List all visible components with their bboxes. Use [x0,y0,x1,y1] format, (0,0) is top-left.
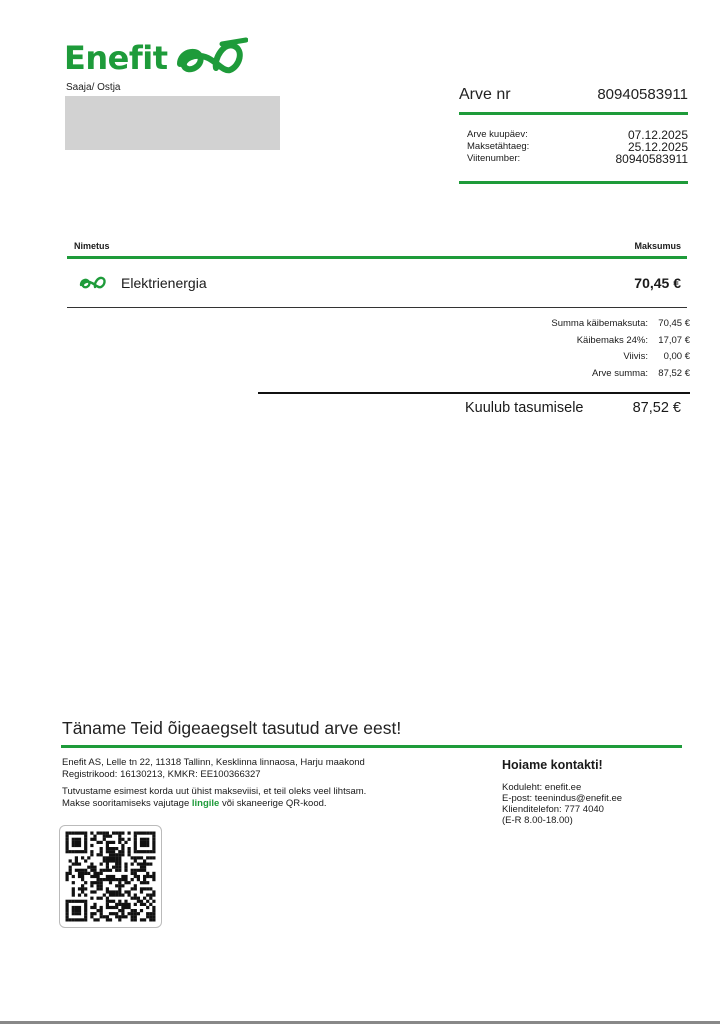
total-label: Arve summa: [592,367,648,379]
divider [258,392,690,394]
total-row [460,316,690,333]
company-address: Enefit AS, Lelle tn 22, 11318 Tallinn, Kesklinna linnaosa, Harju maakond [62,757,365,768]
detail-label: Arve kuupäev: [467,129,528,140]
total-label: Summa käibemaksuta: [551,318,648,329]
table-header [67,236,687,256]
detail-label: Maksetähtaeg: [467,141,530,152]
total-value: 87,52 € [658,367,690,379]
contact-lines [502,782,682,826]
divider [459,181,688,184]
recipient-label: Saaja/ Ostja [66,82,121,93]
contact-hours: (E-R 8.00-18.00) [502,815,573,826]
total-label: Viivis: [623,351,648,362]
detail-value: 80940583911 [615,152,688,166]
recipient-redacted-box [65,96,280,150]
payment-link[interactable]: lingile [191,798,220,809]
total-label: Käibemaks 24%: [576,334,648,346]
table-row [67,259,687,308]
invoice-header [459,86,688,184]
payment-intro: Tutvustame esimest korda uut ühist makseviisi, et teil oleks veel lihtsam. [62,786,367,797]
detail-value: 25.12.2025 [627,140,688,154]
payment-prefix: Makse sooritamiseks vajutage [62,798,192,809]
detail-value: 07.12.2025 [627,128,688,142]
divider [61,745,682,748]
item-name: Elektrienergia [121,275,207,291]
qr-code-icon [60,826,161,927]
amount-due-label: Kuulub tasumisele [465,400,584,416]
invoice-details [459,115,688,165]
contact-email: E-post: teenindus@enefit.ee [502,793,623,804]
payment-instructions [62,798,442,810]
payment-suffix: või skaneerige QR-kood. [219,798,327,809]
thank-you-message: Täname Teid õigeaegselt tasutud arve eest! [62,718,402,738]
contact-website: Koduleht: enefit.ee [502,782,582,793]
amount-due-value: 87,52 € [632,400,681,416]
contact-phone: Klienditelefon: 777 4040 [502,804,604,815]
invoice-title-row [459,86,688,112]
item-name-cell [79,275,207,291]
total-value: 70,45 € [658,318,690,329]
total-row [460,333,690,350]
total-value: 0,00 € [663,351,690,362]
enefit-logo [64,36,248,80]
detail-label: Viitenumber: [467,153,521,164]
amount-due-row [465,400,681,416]
column-header-name: Nimetus [74,241,110,251]
enefit-swirl-icon [174,36,248,80]
items-table [67,236,687,308]
total-row [460,349,690,366]
contact-info [502,758,682,826]
qr-code[interactable] [59,825,162,928]
invoice-number: 80940583911 [597,86,688,103]
invoice-detail-row [467,153,688,165]
totals [460,316,690,382]
company-regcode: Registrikood: 16130213, KMKR: EE100366327 [62,769,261,780]
brand-name: Enefit [64,39,168,77]
total-row [460,366,690,383]
enefit-logo-icon [79,275,107,291]
contact-title: Hoiame kontakti! [502,758,603,772]
column-header-amount: Maksumus [634,241,681,251]
invoice-title: Arve nr [459,86,511,103]
company-info [62,757,442,810]
item-amount: 70,45 € [634,275,681,291]
total-value: 17,07 € [658,334,690,346]
